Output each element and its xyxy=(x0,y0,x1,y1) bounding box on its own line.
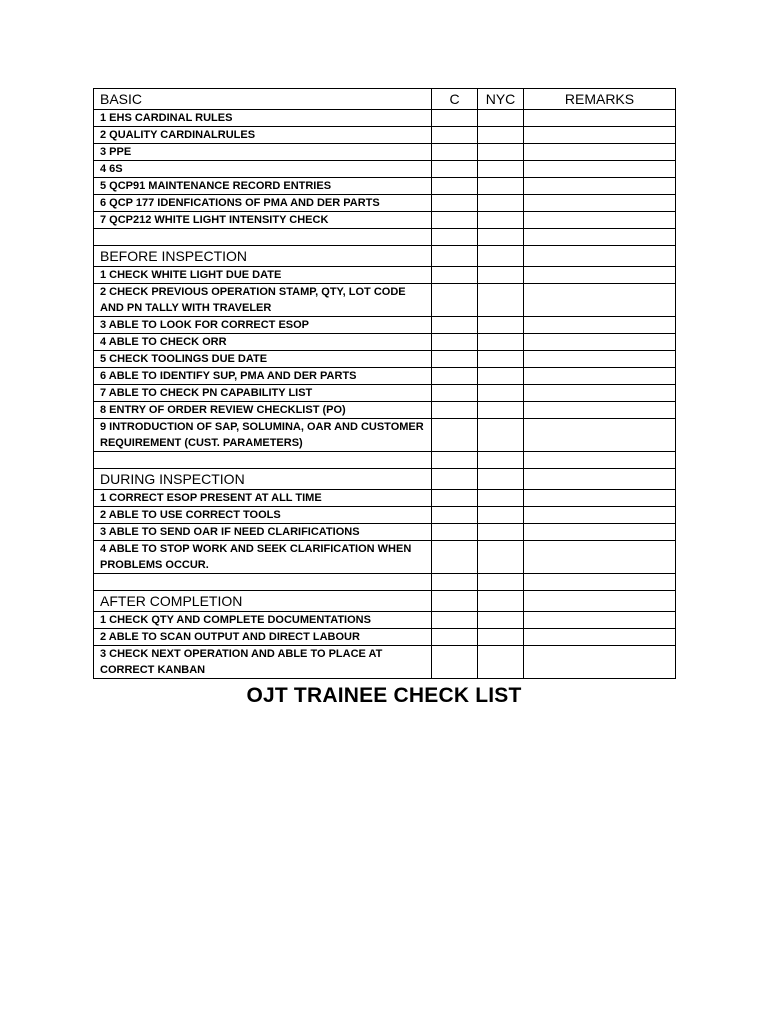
remarks-cell[interactable] xyxy=(524,612,676,629)
item-label: 1 EHS CARDINAL RULES xyxy=(94,110,432,127)
item-label: 5 CHECK TOOLINGS DUE DATE xyxy=(94,351,432,368)
nyc-cell[interactable] xyxy=(478,629,524,646)
nyc-cell[interactable] xyxy=(478,161,524,178)
remarks-cell[interactable] xyxy=(524,110,676,127)
c-cell[interactable] xyxy=(432,334,478,351)
table-row xyxy=(94,541,676,574)
nyc-cell[interactable] xyxy=(478,334,524,351)
c-cell[interactable] xyxy=(432,368,478,385)
c-cell[interactable] xyxy=(432,317,478,334)
item-label: 3 PPE xyxy=(94,144,432,161)
c-cell[interactable] xyxy=(432,385,478,402)
blank-cell xyxy=(478,591,524,612)
item-label: 6 ABLE TO IDENTIFY SUP, PMA AND DER PARTS xyxy=(94,368,432,385)
table-row xyxy=(94,284,676,317)
nyc-cell[interactable] xyxy=(478,524,524,541)
c-cell[interactable] xyxy=(432,195,478,212)
blank-cell xyxy=(524,469,676,490)
c-cell[interactable] xyxy=(432,351,478,368)
blank-cell xyxy=(478,574,524,591)
section-row xyxy=(94,591,676,612)
item-label: 2 QUALITY CARDINALRULES xyxy=(94,127,432,144)
table-row xyxy=(94,178,676,195)
remarks-column-header: REMARKS xyxy=(524,89,676,110)
table-row xyxy=(94,507,676,524)
remarks-cell[interactable] xyxy=(524,317,676,334)
remarks-cell[interactable] xyxy=(524,351,676,368)
item-label: 2 CHECK PREVIOUS OPERATION STAMP, QTY, LOT CODE AND PN TALLY WITH TRAVELER xyxy=(94,284,432,317)
remarks-cell[interactable] xyxy=(524,646,676,679)
remarks-cell[interactable] xyxy=(524,507,676,524)
c-cell[interactable] xyxy=(432,490,478,507)
remarks-cell[interactable] xyxy=(524,368,676,385)
remarks-cell[interactable] xyxy=(524,178,676,195)
nyc-cell[interactable] xyxy=(478,127,524,144)
table-row xyxy=(94,334,676,351)
c-cell[interactable] xyxy=(432,629,478,646)
nyc-cell[interactable] xyxy=(478,490,524,507)
c-cell[interactable] xyxy=(432,127,478,144)
blank-row xyxy=(94,452,676,469)
item-label: 1 CORRECT ESOP PRESENT AT ALL TIME xyxy=(94,490,432,507)
blank-cell xyxy=(432,229,478,246)
c-cell[interactable] xyxy=(432,284,478,317)
table-row xyxy=(94,195,676,212)
c-cell[interactable] xyxy=(432,541,478,574)
nyc-cell[interactable] xyxy=(478,646,524,679)
nyc-cell[interactable] xyxy=(478,507,524,524)
remarks-cell[interactable] xyxy=(524,419,676,452)
item-label: 7 QCP212 WHITE LIGHT INTENSITY CHECK xyxy=(94,212,432,229)
table-row xyxy=(94,629,676,646)
item-label: 2 ABLE TO SCAN OUTPUT AND DIRECT LABOUR xyxy=(94,629,432,646)
header-row xyxy=(94,89,676,110)
c-cell[interactable] xyxy=(432,612,478,629)
table-row xyxy=(94,490,676,507)
blank-cell xyxy=(432,246,478,267)
nyc-cell[interactable] xyxy=(478,267,524,284)
blank-cell xyxy=(478,246,524,267)
document-title: OJT TRAINEE CHECK LIST xyxy=(246,684,522,707)
nyc-cell[interactable] xyxy=(478,284,524,317)
remarks-cell[interactable] xyxy=(524,402,676,419)
nyc-cell[interactable] xyxy=(478,178,524,195)
table-row xyxy=(94,385,676,402)
c-cell[interactable] xyxy=(432,161,478,178)
nyc-cell[interactable] xyxy=(478,317,524,334)
table-row xyxy=(94,646,676,679)
remarks-cell[interactable] xyxy=(524,161,676,178)
nyc-cell[interactable] xyxy=(478,541,524,574)
blank-cell xyxy=(524,591,676,612)
blank-cell xyxy=(94,452,432,469)
remarks-cell[interactable] xyxy=(524,334,676,351)
remarks-cell[interactable] xyxy=(524,541,676,574)
remarks-cell[interactable] xyxy=(524,490,676,507)
table-row xyxy=(94,524,676,541)
remarks-cell[interactable] xyxy=(524,267,676,284)
during-inspection-heading: DURING INSPECTION xyxy=(94,469,432,490)
table-row xyxy=(94,161,676,178)
item-label: 2 ABLE TO USE CORRECT TOOLS xyxy=(94,507,432,524)
item-label: 5 QCP91 MAINTENANCE RECORD ENTRIES xyxy=(94,178,432,195)
blank-cell xyxy=(432,469,478,490)
table-row xyxy=(94,212,676,229)
nyc-column-header: NYC xyxy=(478,89,524,110)
c-cell[interactable] xyxy=(432,144,478,161)
blank-cell xyxy=(524,452,676,469)
table-row xyxy=(94,317,676,334)
blank-row xyxy=(94,229,676,246)
blank-cell xyxy=(432,452,478,469)
c-cell[interactable] xyxy=(432,524,478,541)
blank-cell xyxy=(524,229,676,246)
nyc-cell[interactable] xyxy=(478,351,524,368)
item-label: 7 ABLE TO CHECK PN CAPABILITY LIST xyxy=(94,385,432,402)
blank-cell xyxy=(432,574,478,591)
remarks-cell[interactable] xyxy=(524,629,676,646)
item-label: 9 INTRODUCTION OF SAP, SOLUMINA, OAR AND CUSTOMER REQUIREMENT (CUST. PARAMETERS) xyxy=(94,419,432,452)
item-label: 8 ENTRY OF ORDER REVIEW CHECKLIST (PO) xyxy=(94,402,432,419)
table-row xyxy=(94,402,676,419)
item-label: 3 ABLE TO LOOK FOR CORRECT ESOP xyxy=(94,317,432,334)
item-label: 6 QCP 177 IDENFICATIONS OF PMA AND DER PARTS xyxy=(94,195,432,212)
table-row xyxy=(94,127,676,144)
c-column-header: C xyxy=(432,89,478,110)
remarks-cell[interactable] xyxy=(524,195,676,212)
item-label: 1 CHECK QTY AND COMPLETE DOCUMENTATIONS xyxy=(94,612,432,629)
item-label: 4 ABLE TO STOP WORK AND SEEK CLARIFICATION WHEN PROBLEMS OCCUR. xyxy=(94,541,432,574)
c-cell[interactable] xyxy=(432,646,478,679)
c-cell[interactable] xyxy=(432,419,478,452)
item-label: 4 6S xyxy=(94,161,432,178)
blank-cell xyxy=(524,574,676,591)
remarks-cell[interactable] xyxy=(524,284,676,317)
c-cell[interactable] xyxy=(432,267,478,284)
nyc-cell[interactable] xyxy=(478,385,524,402)
before-inspection-heading: BEFORE INSPECTION xyxy=(94,246,432,267)
item-label: 1 CHECK WHITE LIGHT DUE DATE xyxy=(94,267,432,284)
nyc-cell[interactable] xyxy=(478,419,524,452)
remarks-cell[interactable] xyxy=(524,212,676,229)
nyc-cell[interactable] xyxy=(478,110,524,127)
c-cell[interactable] xyxy=(432,212,478,229)
c-cell[interactable] xyxy=(432,507,478,524)
table-row xyxy=(94,110,676,127)
nyc-cell[interactable] xyxy=(478,195,524,212)
blank-cell xyxy=(94,574,432,591)
basic-heading: BASIC xyxy=(94,89,432,110)
nyc-cell[interactable] xyxy=(478,144,524,161)
nyc-cell[interactable] xyxy=(478,368,524,385)
blank-cell xyxy=(432,591,478,612)
section-row xyxy=(94,469,676,490)
blank-row xyxy=(94,574,676,591)
remarks-cell[interactable] xyxy=(524,385,676,402)
checklist-table xyxy=(93,88,676,679)
remarks-cell[interactable] xyxy=(524,127,676,144)
blank-cell xyxy=(94,229,432,246)
blank-cell xyxy=(478,229,524,246)
blank-cell xyxy=(478,469,524,490)
nyc-cell[interactable] xyxy=(478,402,524,419)
c-cell[interactable] xyxy=(432,402,478,419)
table-row xyxy=(94,612,676,629)
nyc-cell[interactable] xyxy=(478,212,524,229)
after-completion-heading: AFTER COMPLETION xyxy=(94,591,432,612)
nyc-cell[interactable] xyxy=(478,612,524,629)
remarks-cell[interactable] xyxy=(524,144,676,161)
c-cell[interactable] xyxy=(432,178,478,195)
item-label: 3 CHECK NEXT OPERATION AND ABLE TO PLACE AT CORRECT KANBAN xyxy=(94,646,432,679)
section-row xyxy=(94,246,676,267)
item-label: 4 ABLE TO CHECK ORR xyxy=(94,334,432,351)
table-row xyxy=(94,368,676,385)
c-cell[interactable] xyxy=(432,110,478,127)
item-label: 3 ABLE TO SEND OAR IF NEED CLARIFICATIONS xyxy=(94,524,432,541)
table-row xyxy=(94,419,676,452)
blank-cell xyxy=(478,452,524,469)
remarks-cell[interactable] xyxy=(524,524,676,541)
table-row xyxy=(94,351,676,368)
table-row xyxy=(94,267,676,284)
table-row xyxy=(94,144,676,161)
blank-cell xyxy=(524,246,676,267)
